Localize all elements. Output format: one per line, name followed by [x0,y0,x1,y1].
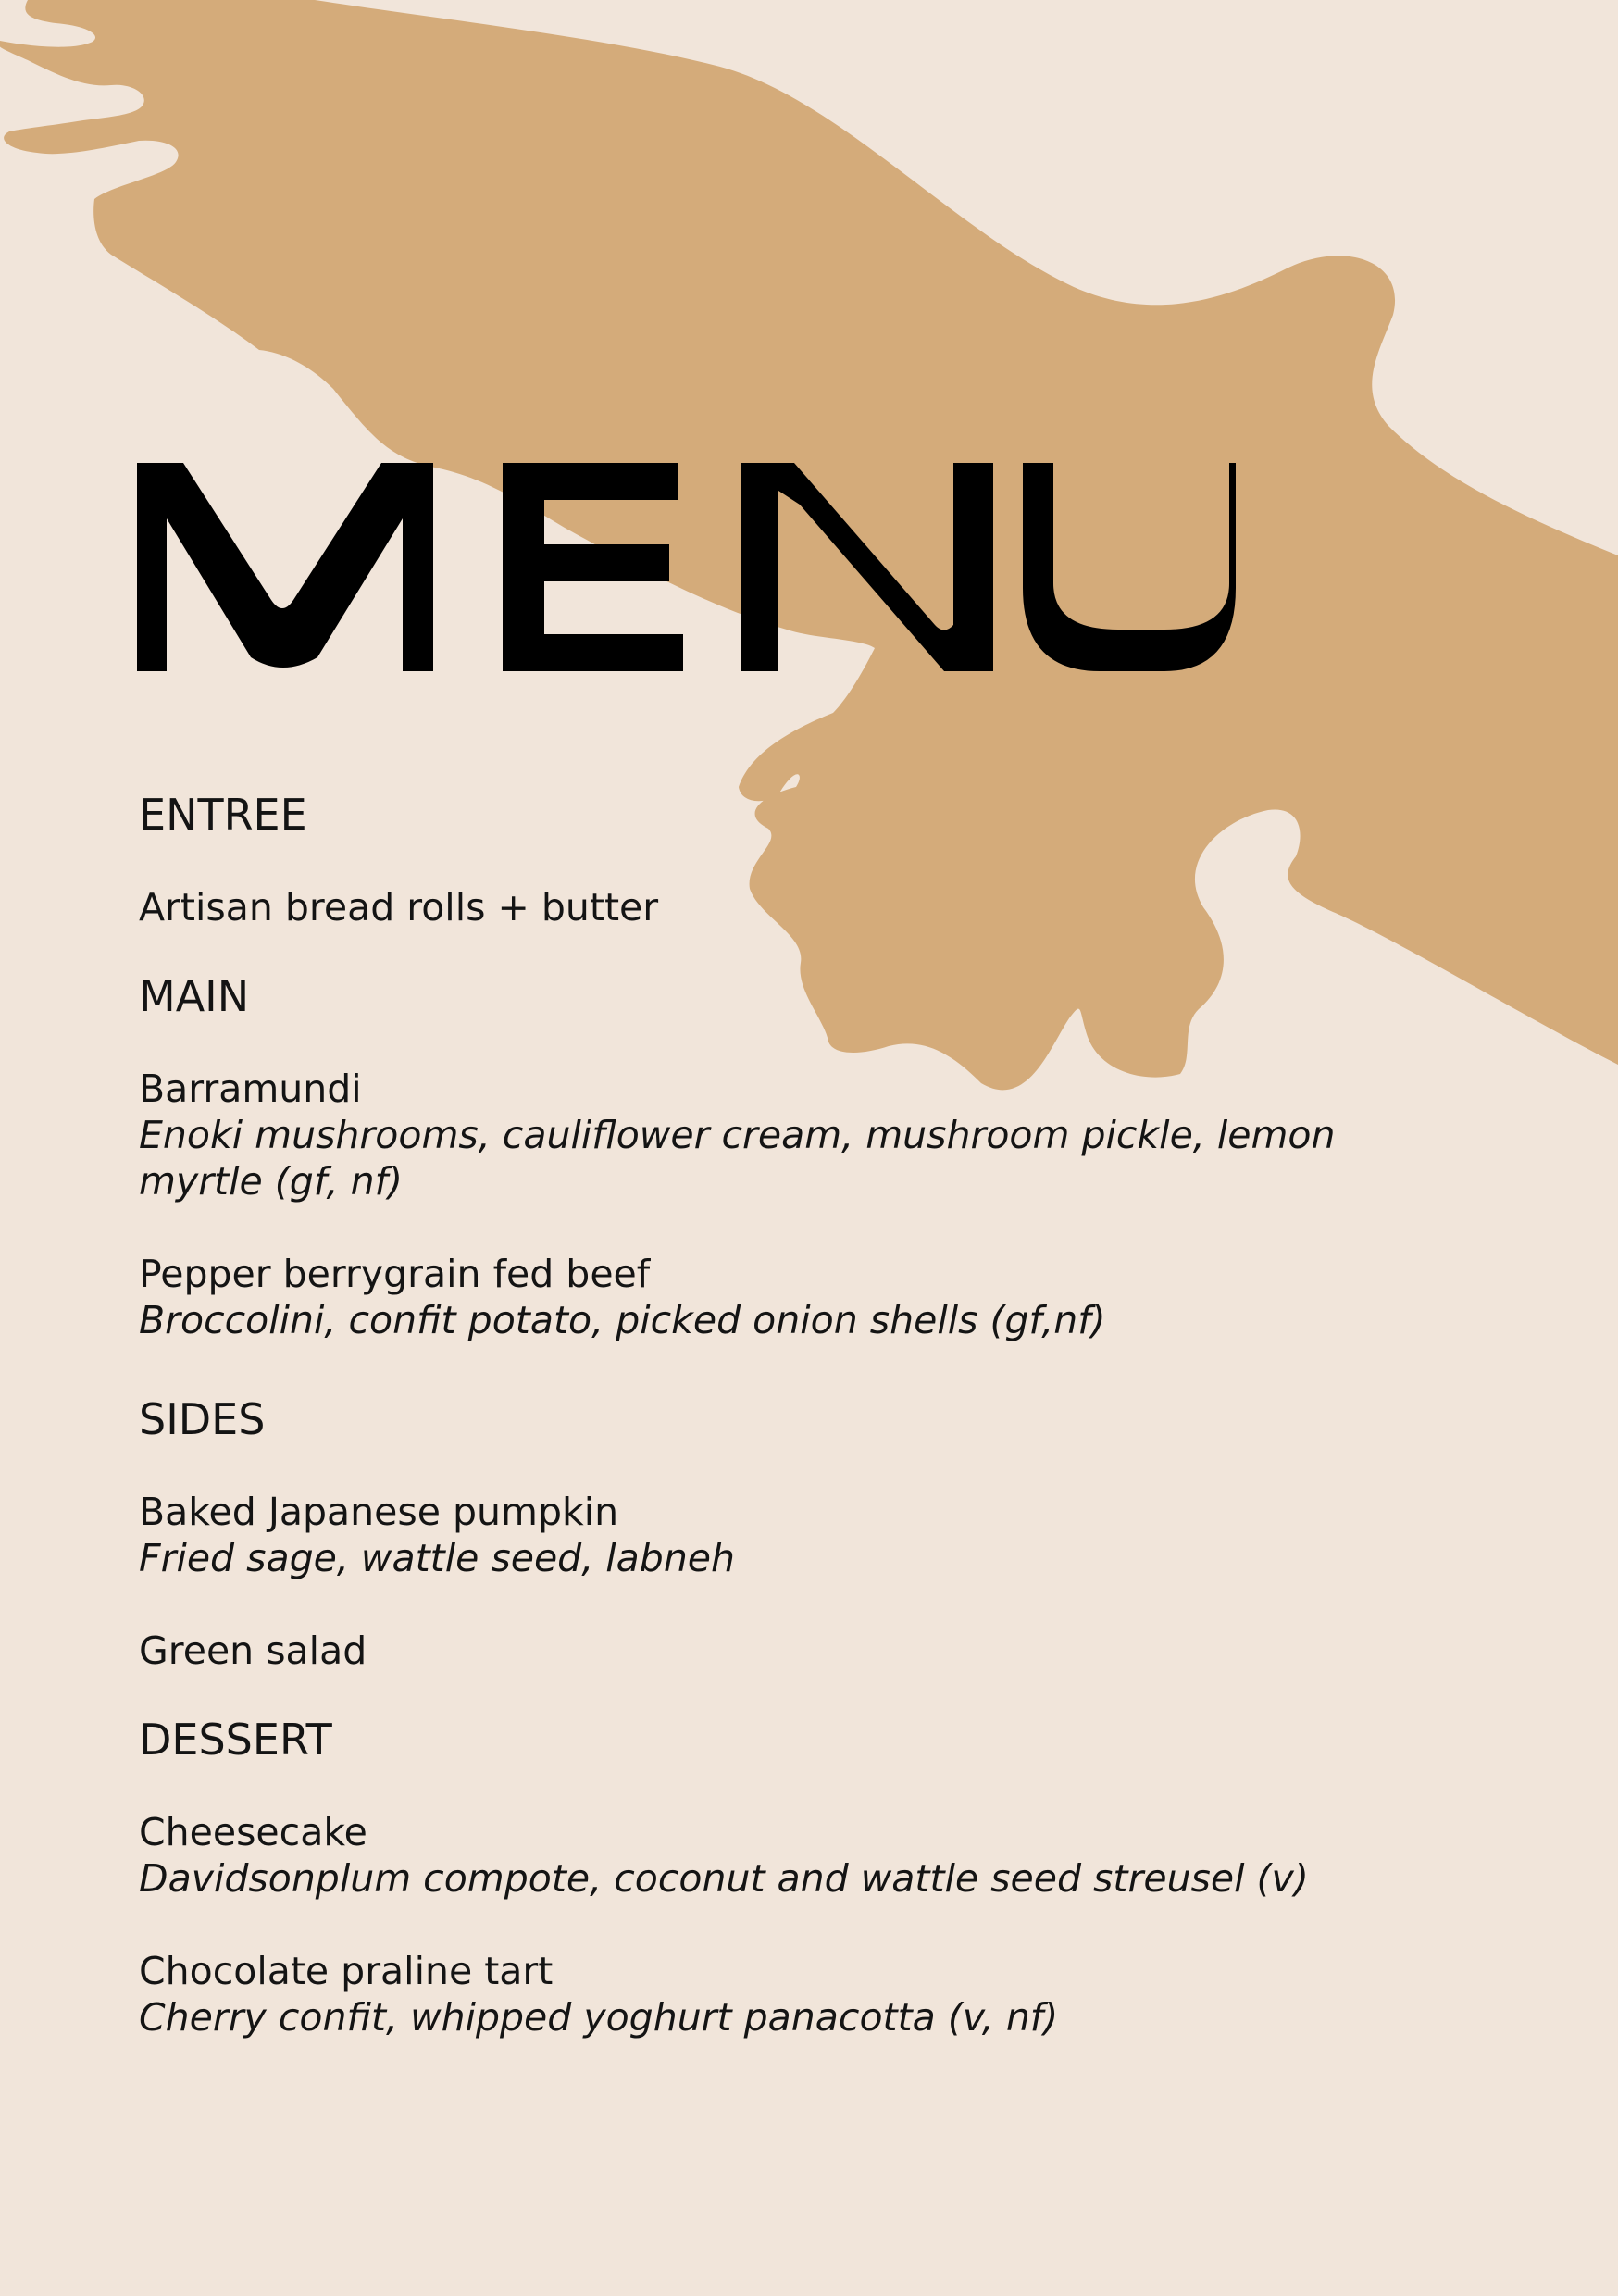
title-letter-m [137,463,433,671]
menu-item-name: Barramundi [139,1067,362,1111]
section-heading-sides: SIDES [139,1394,266,1444]
menu-item-description: Broccolini, confit potato, picked onion shells (gf,nf) [139,1298,1106,1342]
menu-item-name: Chocolate praline tart [139,1949,554,1993]
menu-item-name: Pepper berrygrain fed beef [139,1252,651,1296]
title-letter-n [741,463,993,671]
menu-item-name: Cheesecake [139,1810,367,1854]
menu-item-description: Davidsonplum compote, coconut and wattle seed streusel (v) [139,1856,1309,1901]
menu-item-description: Enoki mushrooms, cauliflower cream, mushroom pickle, lemon myrtle (gf, nf) [139,1113,1336,1204]
menu-item-name: Baked Japanese pumpkin [139,1490,619,1534]
page-title [137,463,1248,680]
menu-item-description: Cherry confit, whipped yoghurt panacotta (v, nf) [139,1995,1059,2040]
menu-item-name: Artisan bread rolls + butter [139,885,659,930]
title-letter-e [503,463,683,671]
section-heading-main: MAIN [139,971,250,1021]
section-heading-dessert: DESSERT [139,1715,332,1765]
menu-list [139,789,1481,2040]
menu-item-name: Green salad [139,1628,367,1673]
title-letter-u [1023,463,1236,671]
menu-item-description: Fried sage, wattle seed, labneh [139,1536,736,1580]
section-heading-entree: ENTREE [139,790,307,840]
